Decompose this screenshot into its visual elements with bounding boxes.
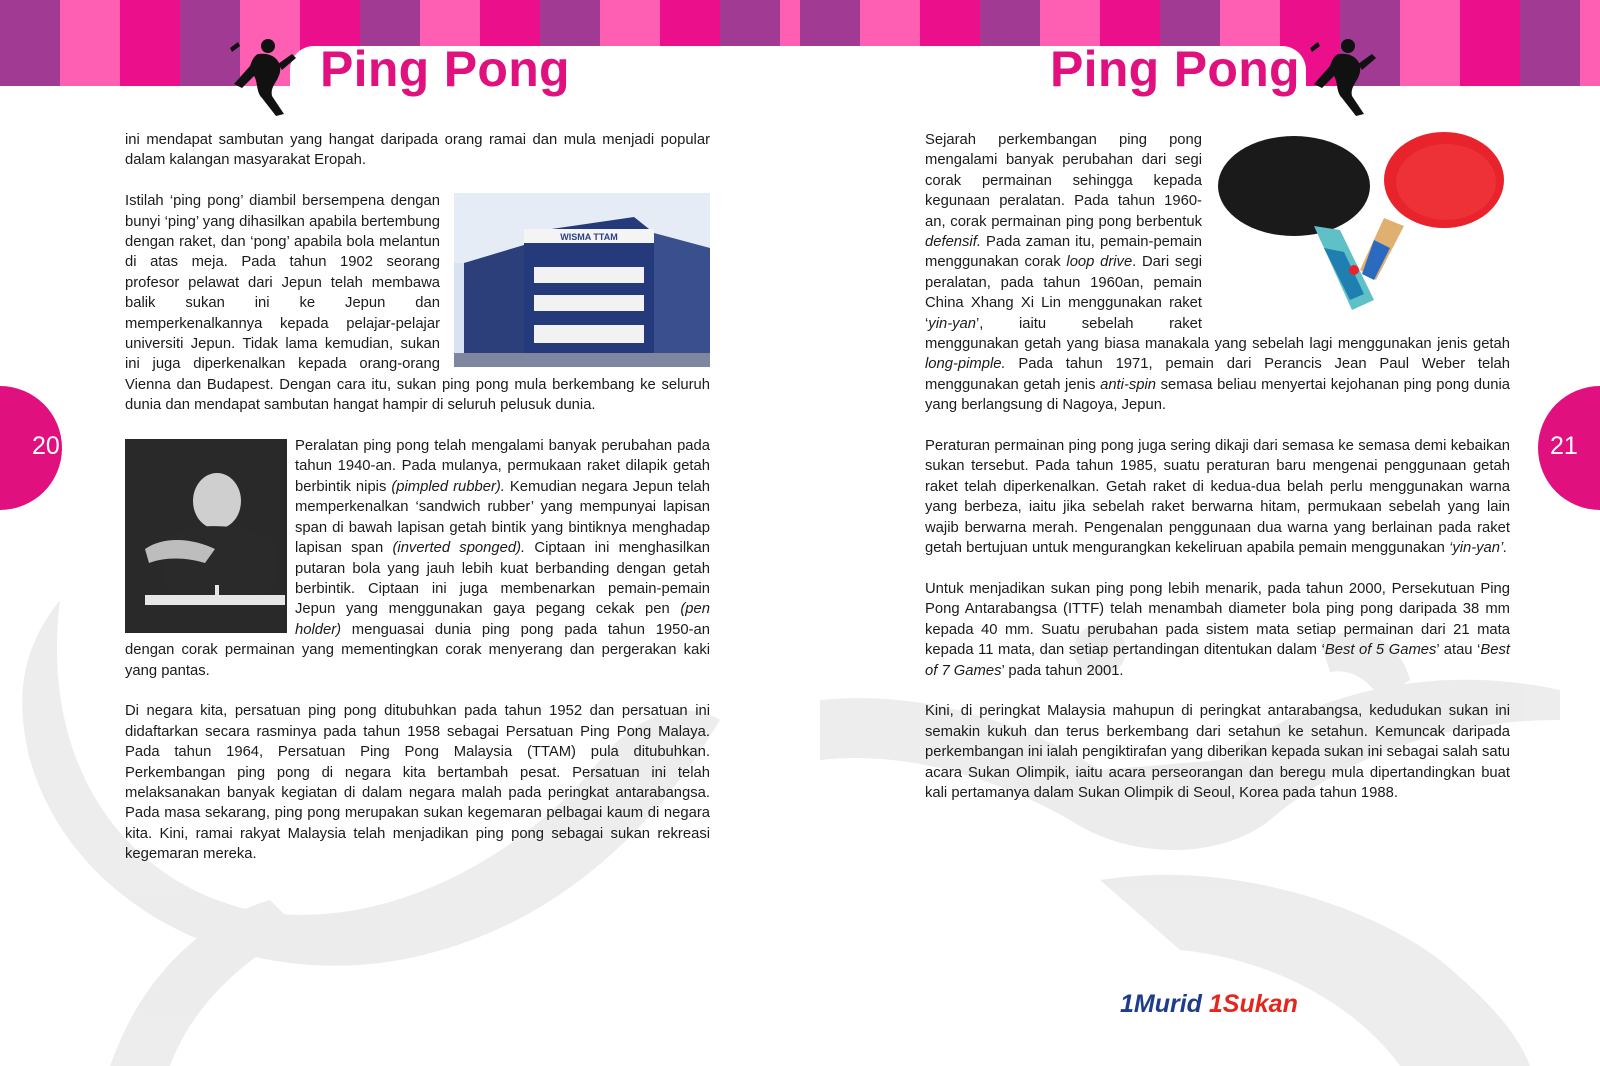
right-page bbox=[800, 0, 1600, 1066]
paragraph: Peralatan ping pong telah mengalami banyak perubahan pada tahun 1940-an. Pada mulanya, permukaan raket dilapik getah berbintik nipis (pimpled rubber). Kemudian negara Jepun telah memperkenalkan ‘sandwich rubber’ yang mempunyai lapisan span di bawah lapisan getah bintik yang bintiknya menghadap lapisan span (inverted sponged). Ciptaan ini menghasilkan putaran bola yang jauh lebih kuat berbanding dengan getah berbintik. Ciptaan ini juga membenarkan pemain-pemain Jepun yang menggunakan gaya pegang cekak pen (pen holder) menguasai dunia ping pong pada tahun 1950-an dengan corak permainan yang mementingkan corak menyerang dan pergerakan kaki yang pantas. bbox=[125, 438, 710, 679]
page-title: Ping Pong bbox=[320, 41, 570, 97]
article-body bbox=[925, 130, 1510, 824]
paragraph: Peraturan permainan ping pong juga sering dikaji dari semasa ke semasa demi kebaikan sukan tersebut. Pada tahun 1985, suatu peraturan baru mengenai penggunaan getah raket telah diperkenalkan. Getah raket di kedua-dua belah perlu menggunakan warna yang berbeza, iaitu jika sebelah raket berwarna hitam, permukaan sebelah yang lain wajib berwarna merah. Pengenalan penggunaan dua warna yang berlainan pada raket getah bertujuan untuk mengurangkan kekeliruan apabila pemain menggunakan ‘yin-yan’. bbox=[925, 438, 1510, 557]
paragraph: Kini, di peringkat Malaysia mahupun di peringkat antarabangsa, kedudukan sukan ini semakin kukuh dan terus berkembang dari setahun ke setahun. Kemuncak daripada perkembangan ini ialah pengiktirafan yang diberikan kepada sukan ini sebagai salah satu acara Sukan Olimpik, iaitu acara perseorangan dan beregu mula dipertandingkan buat kali pertamanya dalam Sukan Olimpik di Seoul, Korea pada tahun 1988. bbox=[925, 703, 1510, 801]
page-number-badge bbox=[1538, 386, 1600, 510]
page-title: Ping Pong bbox=[1050, 41, 1300, 97]
brand-logo bbox=[1120, 990, 1298, 1019]
article-body bbox=[125, 130, 710, 885]
player-photo bbox=[125, 439, 287, 633]
building-photo bbox=[454, 193, 710, 367]
page-number: 20 bbox=[32, 432, 60, 460]
paragraph: Untuk menjadikan sukan ping pong lebih menarik, pada tahun 2000, Persekutuan Ping Pong Antarabangsa (ITTF) telah menambah diameter bola ping pong daripada 38 mm kepada 40 mm. Suatu perubahan pada sistem mata setiap permainan dari 21 mata kepada 11 mata, dan setiap pertandingan ditentukan dalam ‘Best of 5 Games’ atau ‘Best of 7 Games’ pada tahun 2001. bbox=[925, 580, 1510, 679]
player-silhouette-icon bbox=[1308, 36, 1380, 118]
paragraph: ini mendapat sambutan yang hangat daripada orang ramai dan mula menjadi popular dalam kalangan masyarakat Eropah. bbox=[125, 132, 710, 169]
page-number: 21 bbox=[1550, 432, 1578, 460]
brand-part-2: 1Sukan bbox=[1208, 990, 1298, 1018]
building-sign: WISMA TTAM bbox=[560, 232, 618, 243]
player-silhouette-icon bbox=[228, 36, 300, 118]
page-number-badge bbox=[0, 386, 62, 510]
paragraph: Di negara kita, persatuan ping pong ditubuhkan pada tahun 1952 dan persatuan ini didaftarkan secara rasminya pada tahun 1958 sebagai Persatuan Ping Pong Malaya. Pada tahun 1964, Persatuan Ping Pong Malaysia (TTAM) pula ditubuhkan. Perkembangan ping pong di negara kita bertambah pesat. Persatuan ini telah melaksanakan banyak kegiatan di dalam negara malah pada peringkat antarabangsa. Pada masa sekarang, ping pong merupakan sukan kegemaran pelbagai kaum di negara kita. Kini, ramai rakyat Malaysia telah menjadikan ping pong sebagai sukan rekreasi kegemaran mereka. bbox=[125, 703, 710, 863]
paragraph: Istilah ‘ping pong’ diambil bersempena dengan bunyi ‘ping’ yang dihasilkan apabila bertembung dengan raket, dan ‘pong’ apabila bola melantun di atas meja. Pada tahun 1902 seorang profesor pelawat dari Jepun telah membawa balik sukan ini ke Jepun dan memperkenalkannya kepada pelajar-pelajar universiti Jepun. Tidak lama kemudian, sukan ini juga diperkenalkan kepada orang-orang Vienna dan Budapest. Dengan cara itu, sukan ping pong mula berkembang ke seluruh dunia dan mendapat sambutan hangat hampir di seluruh pelusuk dunia. bbox=[125, 193, 710, 414]
rackets-photo bbox=[1214, 130, 1510, 324]
paragraph: Sejarah perkembangan ping pong mengalami banyak perubahan dari segi corak permainan sehingga kepada kegunaan peralatan. Pada tahun 1960-an, corak permainan ping pong berbentuk defensif. Pada zaman itu, pemain-pemain menggunakan corak loop drive. Dari segi peralatan, pada tahun 1960an, pemain China Xhang Xi Lin menggunakan raket ‘yin-yan’, iaitu sebelah raket menggunakan getah yang biasa manakala yang sebelah lagi menggunakan jenis getah long-pimple. Pada tahun 1971, pemain dari Perancis Jean Paul Weber telah menggunakan getah jenis anti-spin semasa beliau menyertai kejohanan ping pong dunia yang berlangsung di Nagoya, Jepun. bbox=[925, 132, 1510, 414]
brand-part-1: 1Murid bbox=[1120, 990, 1209, 1018]
